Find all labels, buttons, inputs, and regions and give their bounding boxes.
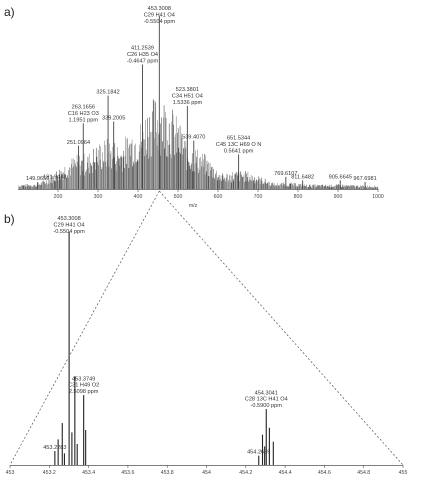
- peak-annotation: 339.2005: [102, 115, 126, 122]
- x-tick-label: 300: [93, 194, 103, 200]
- peak-annotation: -0.5504 ppm: [143, 18, 176, 25]
- peak-annotation: C34 H51 O4: [171, 93, 203, 100]
- x-tick-label: 500: [173, 194, 183, 200]
- x-tick-label: 453.2: [42, 470, 56, 476]
- peak-annotation: 2.5098 ppm: [68, 389, 99, 396]
- peak-annotation: 149.0656: [25, 176, 50, 183]
- peak-annotation: 453.3749: [71, 376, 96, 383]
- panel-label: a): [4, 5, 15, 19]
- x-tick-label: 1000: [372, 194, 384, 200]
- zoom-guide-line: [159, 191, 403, 465]
- peak-annotation: 967.6981: [353, 176, 377, 183]
- peak-annotation: C29 H41 O4: [53, 222, 85, 229]
- peak-annotation: 191.9448: [43, 174, 67, 181]
- peak-annotation: 651.5344: [226, 135, 251, 142]
- x-tick-label: 600: [213, 194, 223, 200]
- peak-annotation: C29 H41 O4: [143, 12, 175, 19]
- peak-annotation: 0.5641 ppm: [223, 148, 254, 155]
- x-tick-label: 400: [133, 194, 143, 200]
- peak-annotation: 811.6482: [291, 174, 315, 181]
- peak-annotation: 1.5336 ppm: [172, 99, 203, 106]
- peak-annotation: 905.6645: [328, 174, 352, 181]
- x-tick-label: 700: [253, 194, 263, 200]
- peak-annotation: 453.3008: [147, 6, 171, 12]
- x-tick-label: 454.2: [239, 470, 253, 476]
- x-tick-label: 800: [293, 194, 303, 200]
- peak-annotation: C28 13C H41 O4: [244, 396, 288, 403]
- x-tick-label: 453.4: [82, 470, 96, 476]
- peak-annotation: 453.3008: [57, 216, 81, 222]
- peak-annotation: 251.0964: [66, 139, 91, 146]
- x-tick-label: 900: [333, 194, 343, 200]
- peak-annotation: 454.2659: [247, 449, 271, 456]
- peak-annotation: 325.1842: [96, 89, 120, 96]
- x-tick-label: 455: [398, 470, 408, 476]
- peak-annotation: -0.5900 ppm: [250, 403, 282, 410]
- x-tick-label: 453.8: [160, 470, 174, 476]
- peak-annotation: C26 H35 O4: [126, 52, 159, 59]
- x-tick-label: 454.8: [357, 470, 371, 476]
- panel-label: b): [4, 212, 15, 226]
- peak-annotation: 263.1656: [71, 104, 95, 111]
- x-tick-label: 454: [202, 470, 211, 476]
- x-tick-label: 454.6: [317, 470, 331, 476]
- peak-annotation: -0.4647 ppm: [126, 58, 159, 65]
- peak-annotation: C16 H23 O3: [67, 110, 99, 117]
- x-axis-label: m/z: [188, 203, 198, 209]
- peak-annotation: 523.3801: [175, 87, 200, 94]
- peak-annotation: C45 13C H69 O N: [215, 142, 262, 148]
- peak-annotation: C31 H49 O2: [68, 382, 100, 389]
- x-tick-label: 453.6: [121, 470, 135, 476]
- x-tick-label: 453: [5, 470, 15, 476]
- peak-annotation: -0.5504 ppm: [53, 228, 85, 235]
- peak-annotation: 539.4070: [182, 134, 206, 141]
- peak-annotation: 454.3041: [254, 390, 278, 397]
- x-tick-label: 200: [53, 194, 63, 200]
- peak-annotation: 769.6107: [274, 170, 298, 177]
- x-tick-label: 454.4: [278, 470, 292, 476]
- peak-annotation: 411.2539: [131, 45, 154, 52]
- peak-annotation: 1.1951 ppm: [68, 117, 99, 124]
- peak-annotation: 453.2283: [43, 445, 67, 452]
